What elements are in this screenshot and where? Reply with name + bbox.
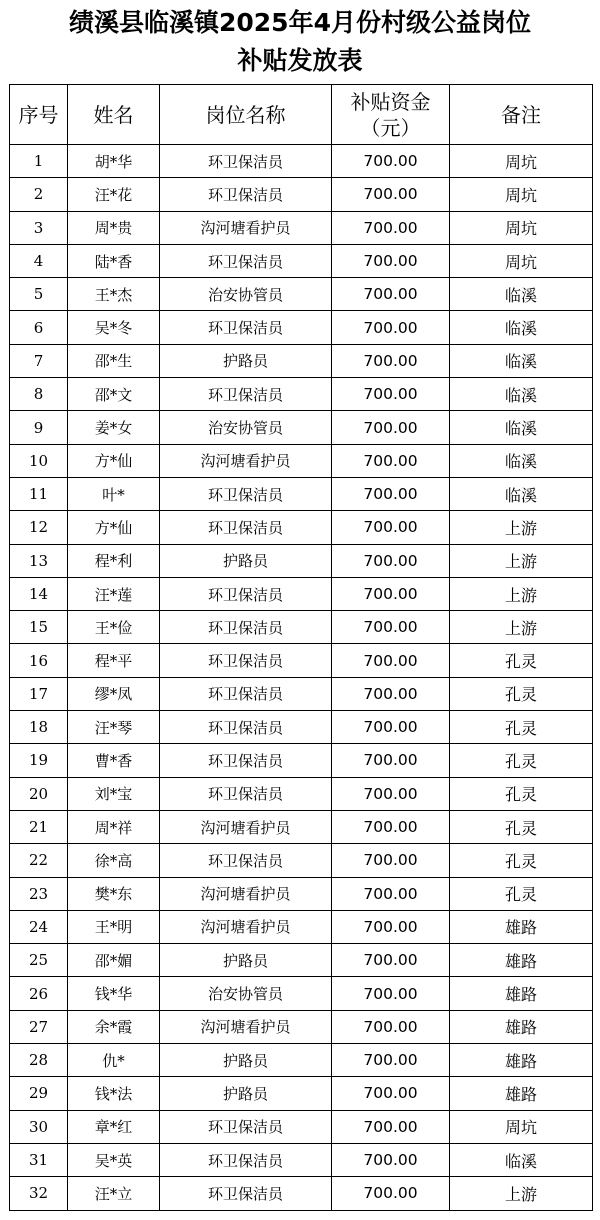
cell-amount: 700.00 — [332, 711, 450, 744]
cell-name: 章*红 — [68, 1110, 160, 1143]
table-row — [10, 677, 593, 710]
cell-amount: 700.00 — [332, 1077, 450, 1110]
cell-index: 8 — [10, 378, 68, 411]
cell-amount: 700.00 — [332, 544, 450, 577]
cell-index: 26 — [10, 977, 68, 1010]
table-row — [10, 1143, 593, 1176]
cell-note: 孔灵 — [450, 677, 593, 710]
cell-note: 临溪 — [450, 477, 593, 510]
cell-position: 环卫保洁员 — [160, 777, 332, 810]
cell-amount: 700.00 — [332, 411, 450, 444]
cell-name: 钱*华 — [68, 977, 160, 1010]
cell-note: 周坑 — [450, 211, 593, 244]
table-row — [10, 777, 593, 810]
cell-name: 仇* — [68, 1044, 160, 1077]
cell-position: 治安协管员 — [160, 977, 332, 1010]
cell-index: 32 — [10, 1177, 68, 1210]
cell-index: 28 — [10, 1044, 68, 1077]
subsidy-table — [9, 84, 593, 1211]
cell-note: 临溪 — [450, 444, 593, 477]
cell-position: 环卫保洁员 — [160, 311, 332, 344]
cell-index: 11 — [10, 477, 68, 510]
cell-position: 环卫保洁员 — [160, 477, 332, 510]
cell-index: 18 — [10, 711, 68, 744]
cell-amount: 700.00 — [332, 577, 450, 610]
title-line-2: 补贴发放表 — [237, 46, 363, 75]
cell-index: 10 — [10, 444, 68, 477]
table-row — [10, 1110, 593, 1143]
cell-note: 孔灵 — [450, 777, 593, 810]
cell-name: 汪*花 — [68, 178, 160, 211]
header-position: 岗位名称 — [160, 85, 332, 145]
cell-name: 钱*法 — [68, 1077, 160, 1110]
header-amount: 补贴资金 （元） — [332, 85, 450, 145]
cell-position: 环卫保洁员 — [160, 378, 332, 411]
cell-position: 环卫保洁员 — [160, 644, 332, 677]
cell-note: 上游 — [450, 544, 593, 577]
cell-index: 6 — [10, 311, 68, 344]
table-row — [10, 577, 593, 610]
cell-position: 环卫保洁员 — [160, 711, 332, 744]
cell-name: 曹*香 — [68, 744, 160, 777]
cell-note: 周坑 — [450, 1110, 593, 1143]
cell-amount: 700.00 — [332, 511, 450, 544]
cell-index: 5 — [10, 278, 68, 311]
cell-note: 雄路 — [450, 944, 593, 977]
cell-index: 27 — [10, 1010, 68, 1043]
cell-position: 环卫保洁员 — [160, 577, 332, 610]
cell-index: 2 — [10, 178, 68, 211]
cell-note: 雄路 — [450, 1010, 593, 1043]
cell-index: 13 — [10, 544, 68, 577]
cell-note: 临溪 — [450, 311, 593, 344]
cell-index: 14 — [10, 577, 68, 610]
cell-note: 临溪 — [450, 378, 593, 411]
cell-index: 7 — [10, 344, 68, 377]
table-row — [10, 511, 593, 544]
table-row — [10, 411, 593, 444]
table-row — [10, 244, 593, 277]
cell-position: 护路员 — [160, 944, 332, 977]
cell-name: 周*祥 — [68, 810, 160, 843]
cell-amount: 700.00 — [332, 777, 450, 810]
cell-amount: 700.00 — [332, 810, 450, 843]
cell-position: 沟河塘看护员 — [160, 211, 332, 244]
cell-name: 邵*生 — [68, 344, 160, 377]
header-note: 备注 — [450, 85, 593, 145]
table-row — [10, 944, 593, 977]
table-row — [10, 378, 593, 411]
cell-note: 临溪 — [450, 1143, 593, 1176]
table-row — [10, 744, 593, 777]
cell-position: 护路员 — [160, 344, 332, 377]
cell-name: 方*仙 — [68, 511, 160, 544]
cell-position: 沟河塘看护员 — [160, 877, 332, 910]
cell-amount: 700.00 — [332, 644, 450, 677]
cell-index: 20 — [10, 777, 68, 810]
table-row — [10, 544, 593, 577]
cell-amount: 700.00 — [332, 444, 450, 477]
cell-index: 19 — [10, 744, 68, 777]
cell-position: 沟河塘看护员 — [160, 810, 332, 843]
cell-name: 汪*琴 — [68, 711, 160, 744]
cell-position: 环卫保洁员 — [160, 844, 332, 877]
table-header-row — [10, 85, 593, 145]
cell-amount: 700.00 — [332, 1177, 450, 1210]
cell-amount: 700.00 — [332, 611, 450, 644]
table-row — [10, 1077, 593, 1110]
cell-note: 上游 — [450, 1177, 593, 1210]
table-row — [10, 844, 593, 877]
cell-note: 临溪 — [450, 411, 593, 444]
table-row — [10, 477, 593, 510]
cell-position: 护路员 — [160, 1044, 332, 1077]
cell-note: 雄路 — [450, 1044, 593, 1077]
cell-name: 刘*宝 — [68, 777, 160, 810]
cell-note: 孔灵 — [450, 644, 593, 677]
cell-name: 程*平 — [68, 644, 160, 677]
cell-position: 环卫保洁员 — [160, 744, 332, 777]
cell-position: 沟河塘看护员 — [160, 444, 332, 477]
table-row — [10, 611, 593, 644]
cell-name: 邵*媚 — [68, 944, 160, 977]
cell-amount: 700.00 — [332, 378, 450, 411]
cell-amount: 700.00 — [332, 877, 450, 910]
cell-amount: 700.00 — [332, 344, 450, 377]
table-row — [10, 1010, 593, 1043]
cell-index: 12 — [10, 511, 68, 544]
table-row — [10, 644, 593, 677]
cell-index: 30 — [10, 1110, 68, 1143]
cell-note: 周坑 — [450, 244, 593, 277]
cell-amount: 700.00 — [332, 1010, 450, 1043]
cell-note: 雄路 — [450, 1077, 593, 1110]
table-row — [10, 910, 593, 943]
cell-name: 吴*英 — [68, 1143, 160, 1176]
cell-position: 治安协管员 — [160, 278, 332, 311]
cell-index: 4 — [10, 244, 68, 277]
cell-index: 1 — [10, 145, 68, 178]
cell-name: 余*霞 — [68, 1010, 160, 1043]
cell-amount: 700.00 — [332, 910, 450, 943]
cell-position: 沟河塘看护员 — [160, 1010, 332, 1043]
cell-amount: 700.00 — [332, 1044, 450, 1077]
cell-name: 樊*东 — [68, 877, 160, 910]
cell-name: 汪*立 — [68, 1177, 160, 1210]
cell-name: 陆*香 — [68, 244, 160, 277]
cell-position: 护路员 — [160, 1077, 332, 1110]
header-index: 序号 — [10, 85, 68, 145]
cell-amount: 700.00 — [332, 844, 450, 877]
cell-note: 孔灵 — [450, 744, 593, 777]
cell-index: 3 — [10, 211, 68, 244]
cell-note: 孔灵 — [450, 877, 593, 910]
cell-name: 王*明 — [68, 910, 160, 943]
cell-amount: 700.00 — [332, 944, 450, 977]
cell-amount: 700.00 — [332, 178, 450, 211]
cell-index: 23 — [10, 877, 68, 910]
cell-name: 吴*冬 — [68, 311, 160, 344]
cell-position: 环卫保洁员 — [160, 178, 332, 211]
cell-note: 上游 — [450, 511, 593, 544]
cell-name: 缪*凤 — [68, 677, 160, 710]
cell-index: 24 — [10, 910, 68, 943]
cell-name: 王*俭 — [68, 611, 160, 644]
cell-note: 孔灵 — [450, 711, 593, 744]
table-row — [10, 211, 593, 244]
cell-name: 周*贵 — [68, 211, 160, 244]
cell-note: 周坑 — [450, 145, 593, 178]
cell-name: 程*利 — [68, 544, 160, 577]
cell-amount: 700.00 — [332, 744, 450, 777]
cell-index: 15 — [10, 611, 68, 644]
cell-name: 姜*女 — [68, 411, 160, 444]
cell-position: 环卫保洁员 — [160, 1110, 332, 1143]
cell-amount: 700.00 — [332, 977, 450, 1010]
cell-name: 王*杰 — [68, 278, 160, 311]
table-row — [10, 1177, 593, 1210]
cell-amount: 700.00 — [332, 677, 450, 710]
cell-amount: 700.00 — [332, 278, 450, 311]
cell-position: 沟河塘看护员 — [160, 910, 332, 943]
cell-position: 治安协管员 — [160, 411, 332, 444]
cell-index: 29 — [10, 1077, 68, 1110]
cell-name: 方*仙 — [68, 444, 160, 477]
table-row — [10, 444, 593, 477]
cell-note: 临溪 — [450, 278, 593, 311]
cell-position: 环卫保洁员 — [160, 244, 332, 277]
table-row — [10, 178, 593, 211]
cell-position: 环卫保洁员 — [160, 1177, 332, 1210]
cell-position: 环卫保洁员 — [160, 611, 332, 644]
cell-index: 31 — [10, 1143, 68, 1176]
cell-note: 上游 — [450, 577, 593, 610]
cell-position: 环卫保洁员 — [160, 677, 332, 710]
header-name: 姓名 — [68, 85, 160, 145]
cell-note: 孔灵 — [450, 844, 593, 877]
cell-name: 徐*高 — [68, 844, 160, 877]
table-row — [10, 711, 593, 744]
title-line-1: 绩溪县临溪镇2025年4月份村级公益岗位 — [69, 8, 531, 37]
cell-name: 汪*莲 — [68, 577, 160, 610]
table-row — [10, 278, 593, 311]
cell-name: 胡*华 — [68, 145, 160, 178]
cell-amount: 700.00 — [332, 145, 450, 178]
table-body — [10, 145, 593, 1211]
table-row — [10, 311, 593, 344]
cell-note: 孔灵 — [450, 810, 593, 843]
cell-index: 16 — [10, 644, 68, 677]
cell-amount: 700.00 — [332, 1110, 450, 1143]
cell-note: 雄路 — [450, 977, 593, 1010]
cell-note: 雄路 — [450, 910, 593, 943]
cell-note: 临溪 — [450, 344, 593, 377]
cell-note: 周坑 — [450, 178, 593, 211]
cell-index: 21 — [10, 810, 68, 843]
table-row — [10, 1044, 593, 1077]
cell-amount: 700.00 — [332, 244, 450, 277]
cell-position: 环卫保洁员 — [160, 145, 332, 178]
cell-index: 9 — [10, 411, 68, 444]
cell-index: 17 — [10, 677, 68, 710]
cell-amount: 700.00 — [332, 1143, 450, 1176]
cell-name: 邵*文 — [68, 378, 160, 411]
cell-amount: 700.00 — [332, 211, 450, 244]
cell-index: 25 — [10, 944, 68, 977]
table-row — [10, 344, 593, 377]
document-title — [0, 4, 600, 80]
cell-position: 护路员 — [160, 544, 332, 577]
table-row — [10, 145, 593, 178]
cell-name: 叶* — [68, 477, 160, 510]
table-row — [10, 810, 593, 843]
cell-position: 环卫保洁员 — [160, 511, 332, 544]
cell-note: 上游 — [450, 611, 593, 644]
cell-index: 22 — [10, 844, 68, 877]
table-row — [10, 877, 593, 910]
table-row — [10, 977, 593, 1010]
cell-position: 环卫保洁员 — [160, 1143, 332, 1176]
cell-amount: 700.00 — [332, 477, 450, 510]
cell-amount: 700.00 — [332, 311, 450, 344]
